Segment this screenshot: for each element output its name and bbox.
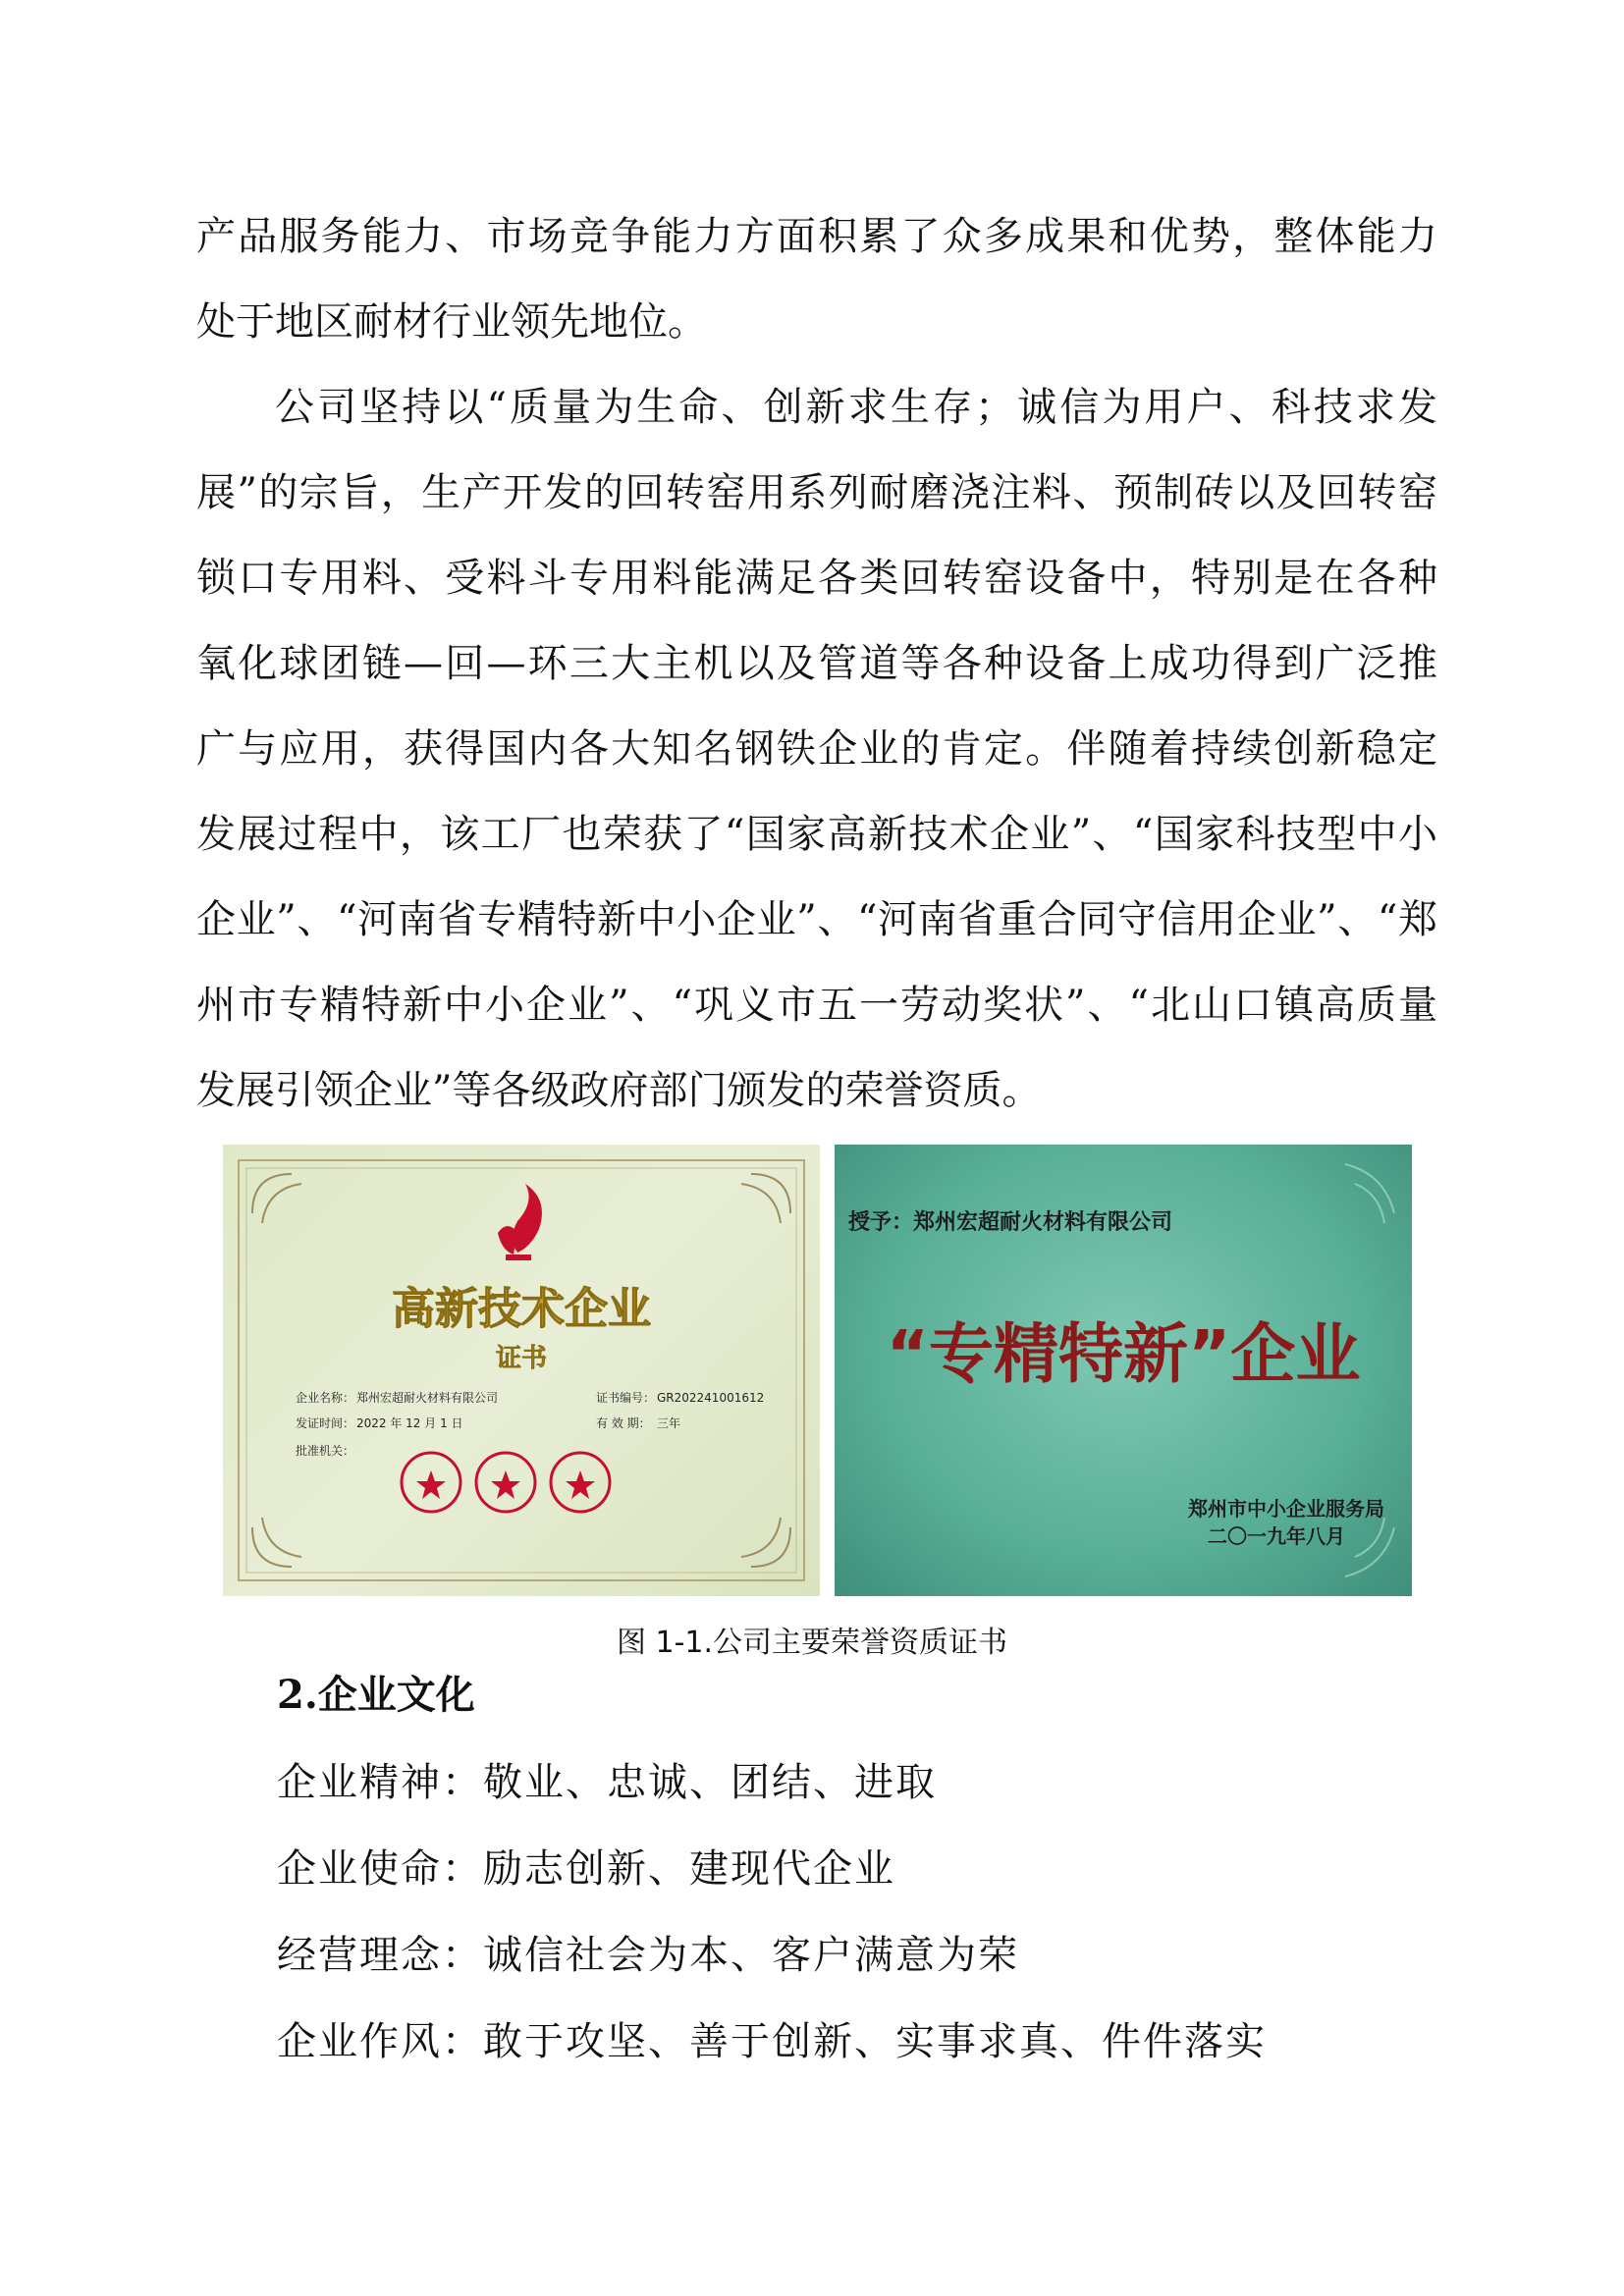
paragraph-capabilities	[196, 194, 1437, 365]
certificate-specialized-art	[835, 1145, 1412, 1596]
paragraph-company-purpose	[196, 365, 1437, 1134]
text-line: 企业”、“河南省专精特新中小企业”、“河南省重合同守信用企业”、“郑	[196, 897, 1437, 942]
certificate-high-tech	[223, 1145, 820, 1596]
validity-value: 三年	[657, 1416, 681, 1430]
certificate-high-tech-art	[223, 1145, 820, 1596]
certificate-specialized-innovative	[835, 1145, 1412, 1596]
text-line: 广与应用，获得国内各大知名钢铁企业的肯定。伴随着持续创新稳定	[196, 726, 1437, 772]
certificate-title: “专精特新”企业	[886, 1316, 1361, 1392]
date-label: 发证时间：	[296, 1416, 355, 1430]
company-label: 企业名称：	[296, 1391, 355, 1405]
number-value: GR202241001612	[657, 1391, 765, 1405]
text-line: 州市专精特新中小企业”、“巩义市五一劳动奖状”、“北山口镇高质量	[196, 983, 1437, 1028]
certificate-issuer: 郑州市中小企业服务局	[1188, 1497, 1384, 1521]
text-line: 处于地区耐材行业领先地位。	[196, 299, 707, 345]
figure-caption: 图 1-1.公司主要荣誉资质证书	[616, 1626, 1008, 1660]
number-label: 证书编号：	[596, 1391, 656, 1405]
certificate-subtitle: 证书	[495, 1344, 548, 1373]
culture-mission: 企业使命：励志创新、建现代企业	[277, 1846, 895, 1892]
certificate-recipient: 授予：郑州宏超耐火材料有限公司	[848, 1210, 1173, 1235]
company-value: 郑州宏超耐火材料有限公司	[356, 1391, 499, 1405]
certificate-date: 二〇一九年八月	[1208, 1524, 1345, 1548]
text-line: 发展过程中，该工厂也荣获了“国家高新技术企业”、“国家科技型中小	[196, 812, 1437, 857]
text-line: 公司坚持以“质量为生命、创新求生存；诚信为用户、科技求发	[275, 385, 1437, 430]
text-line: 氧化球团链—回—环三大主机以及管道等各种设备上成功得到广泛推	[196, 641, 1437, 686]
seal-star-icon	[416, 1470, 595, 1499]
date-value: 2022 年 12 月 1 日	[356, 1416, 463, 1430]
text-line: 产品服务能力、市场竞争能力方面积累了众多成果和优势，整体能力	[196, 214, 1437, 259]
culture-philosophy: 经营理念：诚信社会为本、客户满意为荣	[277, 1933, 1019, 1978]
certificate-title: 高新技术企业	[392, 1284, 651, 1334]
authority-label: 批准机关：	[296, 1444, 355, 1458]
validity-label: 有 效 期：	[596, 1416, 651, 1430]
culture-style: 企业作风：敢于攻坚、善于创新、实事求真、件件落实	[277, 2019, 1267, 2064]
text-line: 锁口专用料、受料斗专用料能满足各类回转窑设备中，特别是在各种	[196, 556, 1437, 601]
text-line: 发展引领企业”等各级政府部门颁发的荣誉资质。	[196, 1068, 1042, 1113]
text-line: 展”的宗旨，生产开发的回转窑用系列耐磨浇注料、预制砖以及回转窑	[196, 470, 1437, 515]
section-title-culture: 2.企业文化	[277, 1672, 475, 1718]
culture-spirit: 企业精神：敬业、忠诚、团结、进取	[277, 1760, 937, 1805]
hightech-emblem-icon	[498, 1184, 542, 1260]
